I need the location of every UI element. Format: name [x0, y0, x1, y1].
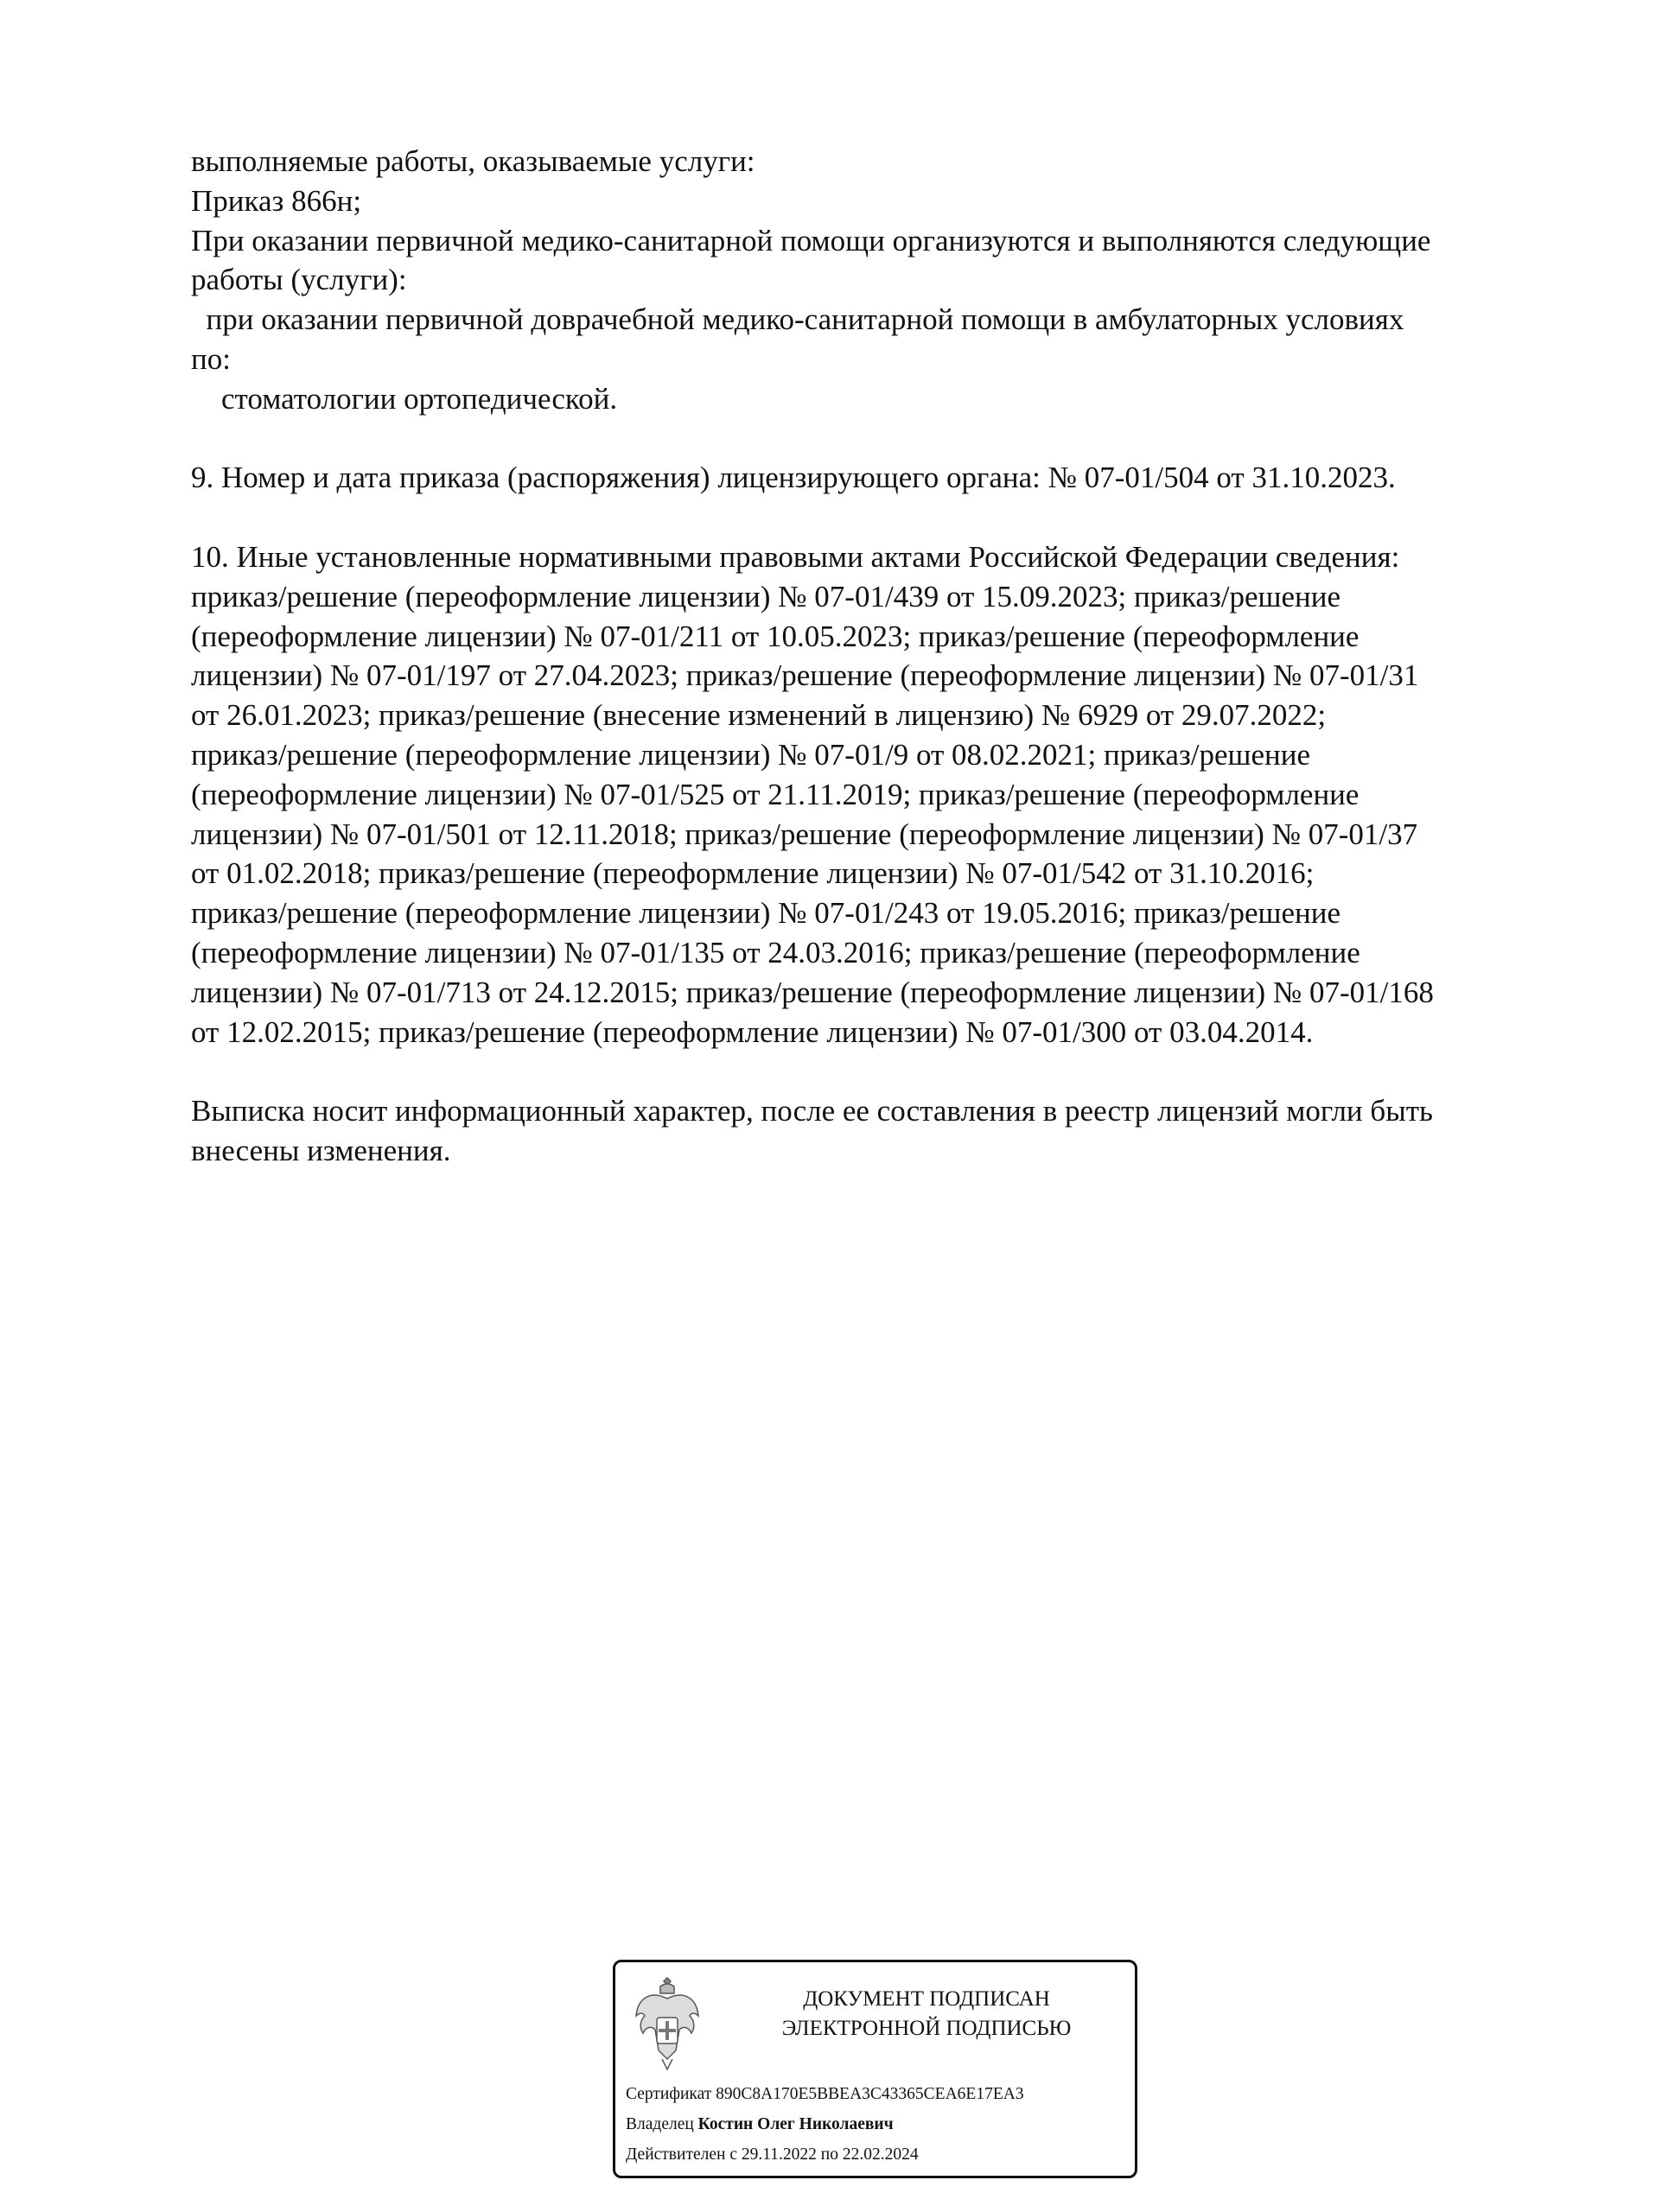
validity-label: Действителен — [626, 2145, 726, 2164]
text-line: внесены изменения. — [191, 1133, 451, 1167]
text-line: Приказ 866н; — [191, 183, 362, 218]
owner-row — [626, 2115, 894, 2134]
validity-row — [626, 2145, 919, 2164]
signature-title-line1: ДОКУМЕНТ ПОДПИСАН — [803, 1987, 1050, 2011]
certificate-label: Сертификат — [626, 2085, 712, 2103]
text-line: 10. Иные установленные нормативными правовыми актами Российской Федерации сведения: — [191, 539, 1400, 574]
text-line: работы (услуги): — [191, 263, 407, 297]
text-line: выполняемые работы, оказываемые услуги: — [191, 144, 755, 178]
text-line: при оказании первичной доврачебной медико-санитарной помощи в амбулаторных условиях — [191, 302, 1404, 337]
document-body — [191, 142, 1574, 1171]
text-line: приказ/решение (переоформление лицензии) № 07-01/243 от 19.05.2016; приказ/решение — [191, 896, 1341, 931]
electronic-signature-stamp — [613, 1960, 1137, 2178]
text-line: (переоформление лицензии) № 07-01/211 от 10.05.2023; приказ/решение (переоформление — [191, 619, 1360, 653]
text-line: стоматологии ортопедической. — [191, 381, 618, 416]
text-line: приказ/решение (переоформление лицензии) № 07-01/9 от 08.02.2021; приказ/решение — [191, 737, 1311, 772]
text-line: (переоформление лицензии) № 07-01/525 от 21.11.2019; приказ/решение (переоформление — [191, 777, 1360, 811]
certificate-value: 890C8A170E5BBEA3C43365CEA6E17EA3 — [716, 2085, 1024, 2103]
text-line: 9. Номер и дата приказа (распоряжения) лицензирующего органа: № 07-01/504 от 31.10.2023. — [191, 461, 1396, 495]
certificate-row — [626, 2085, 1024, 2104]
text-line: При оказании первичной медико-санитарной помощи организуются и выполняются следующие — [191, 223, 1431, 257]
text-line: лицензии) № 07-01/713 от 24.12.2015; приказ/решение (переоформление лицензии) № 07-01/168 — [191, 975, 1434, 1009]
blank-line — [191, 498, 1574, 537]
text-line: (переоформление лицензии) № 07-01/135 от 24.03.2016; приказ/решение (переоформление — [191, 935, 1360, 969]
text-line: от 01.02.2018; приказ/решение (переоформление лицензии) № 07-01/542 от 31.10.2016; — [191, 856, 1315, 891]
state-emblem-icon — [633, 1973, 702, 2073]
text-line: по: — [191, 341, 231, 376]
owner-value: Костин Олег Николаевич — [697, 2115, 894, 2133]
signature-title-line2: ЭЛЕКТРОННОЙ ПОДПИСЬЮ — [781, 2017, 1072, 2040]
validity-value: с 29.11.2022 по 22.02.2024 — [729, 2145, 919, 2164]
text-line: от 12.02.2015; приказ/решение (переоформление лицензии) № 07-01/300 от 03.04.2014. — [191, 1014, 1314, 1049]
blank-line — [191, 419, 1574, 459]
owner-label: Владелец — [626, 2115, 694, 2133]
text-line: приказ/решение (переоформление лицензии) № 07-01/439 от 15.09.2023; приказ/решение — [191, 579, 1341, 613]
text-line: лицензии) № 07-01/501 от 12.11.2018; приказ/решение (переоформление лицензии) № 07-01/37 — [191, 817, 1418, 851]
text-line: Выписка носит информационный характер, после ее составления в реестр лицензий могли быть — [191, 1094, 1433, 1128]
text-line: от 26.01.2023; приказ/решение (внесение изменений в лицензию) № 6929 от 29.07.2022; — [191, 698, 1327, 733]
blank-line — [191, 1052, 1574, 1091]
text-line: лицензии) № 07-01/197 от 27.04.2023; приказ/решение (переоформление лицензии) № 07-01/31 — [191, 658, 1419, 693]
